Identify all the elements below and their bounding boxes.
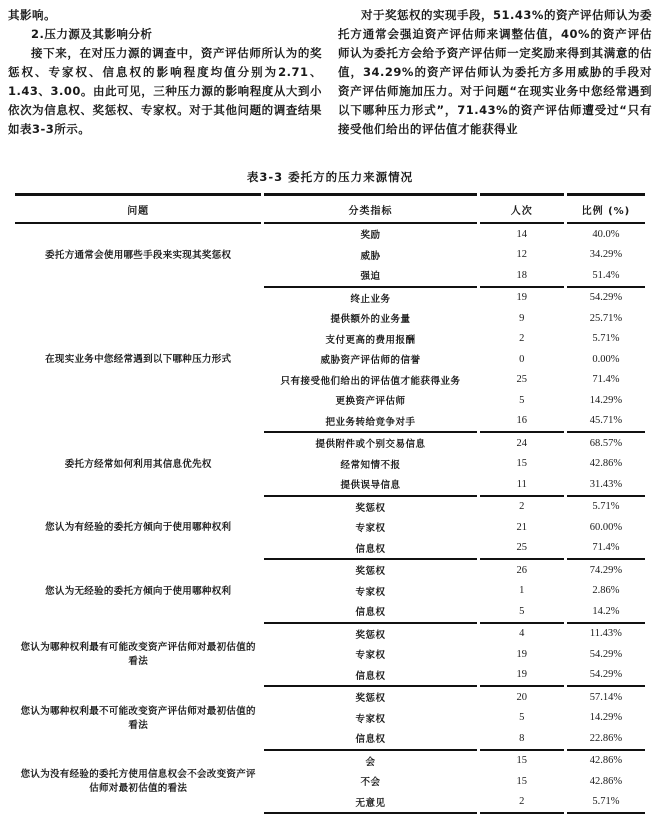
percent-cell: 5.71% (592, 333, 620, 345)
count-cell: 5 (519, 394, 525, 406)
section-heading: 2.压力源及其影响分析 (31, 27, 153, 41)
table-row (15, 497, 645, 518)
percent-cell: 14.29% (589, 394, 623, 406)
indicator-cell: 提供误导信息 (264, 474, 476, 497)
indicator-cell: 信息权 (264, 728, 476, 751)
count-cell: 25 (480, 538, 564, 561)
table-row (15, 224, 645, 245)
table-title: 表3-3 委托方的压力来源情况 (246, 170, 414, 184)
percent-cell: 2.86% (592, 585, 620, 597)
percent-cell: 31.43% (567, 474, 645, 497)
table-group-5 (15, 560, 645, 624)
question-cell: 您认为哪种权利最不可能改变资产评估师对最初估值的看法 (20, 705, 256, 731)
count-cell: 18 (480, 265, 564, 288)
indicator-cell: 信息权 (264, 665, 476, 688)
count-cell: 5 (480, 601, 564, 624)
count-cell: 8 (480, 728, 564, 751)
table-row (15, 288, 645, 309)
table-group-2 (15, 288, 645, 434)
percent-cell: 68.57% (589, 437, 623, 449)
percent-cell: 54.29% (567, 665, 645, 688)
question-cell: 委托方通常会使用哪些手段来实现其奖惩权 (45, 249, 232, 261)
percent-cell: 5.71% (592, 501, 620, 513)
count-cell: 11 (480, 474, 564, 497)
count-cell: 26 (516, 564, 528, 576)
count-cell: 12 (516, 249, 528, 261)
percent-cell: 40.0% (592, 228, 620, 240)
indicator-cell: 会 (365, 756, 376, 768)
count-cell: 19 (516, 648, 528, 660)
indicator-cell: 奖惩权 (355, 693, 386, 705)
percent-cell: 71.4% (567, 538, 645, 561)
body-text (8, 6, 652, 139)
count-cell: 16 (480, 411, 564, 434)
indicator-cell: 把业务转给竞争对手 (264, 411, 476, 434)
pressure-source-table (12, 193, 648, 814)
table-group-8 (15, 751, 645, 815)
left-column (8, 6, 322, 139)
question-cell: 在现实业务中您经常遇到以下哪种压力形式 (45, 354, 232, 366)
percent-cell: 42.86% (589, 755, 623, 767)
percent-cell: 42.86% (589, 775, 623, 787)
count-cell: 15 (516, 458, 528, 470)
right-paragraph: 对于奖惩权的实现手段，51.43%的资产评估师认为委托方通常会强迫资产评估师来调整估值，40%的资产评估师认为委托方会给予资产评估师一定奖励来得到其满意的估值，34.29%的资产评估师认为委托方多用威胁的手段对资产评估师施加压力。对于问题“在现实业务中您经常遇到以下哪种压力形式”，71.43%的资产评估师遭受过“只有接受他们给出的评估值才能获得业 (338, 8, 652, 136)
count-cell: 15 (516, 755, 528, 767)
question-cell: 您认为无经验的委托方倾向于使用哪种权利 (45, 585, 232, 597)
question-cell: 您认为有经验的委托方倾向于使用哪种权利 (45, 522, 232, 534)
percent-cell: 34.29% (589, 249, 623, 261)
percent-cell: 14.29% (589, 712, 623, 724)
count-cell: 21 (516, 521, 528, 533)
count-cell: 19 (480, 665, 564, 688)
percent-cell: 51.4% (567, 265, 645, 288)
indicator-cell: 专家权 (355, 713, 386, 725)
table-group-3 (15, 433, 645, 497)
table-header-row (15, 193, 645, 224)
indicator-cell: 专家权 (355, 586, 386, 598)
indicator-cell: 奖惩权 (355, 629, 386, 641)
header-question: 问题 (15, 193, 261, 224)
indicator-cell: 提供附件或个别交易信息 (315, 439, 426, 451)
indicator-cell: 提供额外的业务量 (330, 314, 411, 326)
percent-cell: 57.14% (589, 691, 623, 703)
percent-cell: 71.4% (592, 374, 620, 386)
count-cell: 14 (516, 228, 528, 240)
question-cell: 委托方经常如何利用其信息优先权 (64, 458, 212, 470)
indicator-cell: 信息权 (264, 601, 476, 624)
percent-cell: 74.29% (589, 564, 623, 576)
header-count: 人次 (480, 193, 564, 224)
indicator-cell: 奖惩权 (355, 502, 386, 514)
table-row (15, 624, 645, 645)
percent-cell: 11.43% (589, 628, 622, 640)
percent-cell: 60.00% (589, 521, 623, 533)
question-cell: 您认为没有经验的委托方使用信息权会不会改变资产评估师对最初估值的看法 (20, 769, 256, 795)
count-cell: 9 (519, 312, 525, 324)
table-row (15, 751, 645, 772)
count-cell: 2 (519, 333, 525, 345)
table-group-4 (15, 497, 645, 561)
percent-cell: 14.2% (567, 601, 645, 624)
count-cell: 15 (516, 775, 528, 787)
percent-cell: 25.71% (589, 312, 623, 324)
count-cell: 25 (516, 374, 528, 386)
percent-cell: 0.00% (592, 353, 620, 365)
indicator-cell: 专家权 (355, 523, 386, 535)
indicator-cell: 信息权 (264, 538, 476, 561)
header-indicator: 分类指标 (264, 193, 476, 224)
count-cell: 19 (516, 292, 528, 304)
indicator-cell: 更换资产评估师 (335, 396, 406, 408)
table-group-7 (15, 687, 645, 751)
indicator-cell: 无意见 (264, 792, 476, 815)
table-group-1 (15, 224, 645, 288)
percent-cell: 54.29% (589, 292, 623, 304)
percent-cell: 22.86% (567, 728, 645, 751)
question-cell: 您认为哪种权利最有可能改变资产评估师对最初估值的看法 (20, 642, 256, 668)
right-column (338, 6, 652, 139)
table-row (15, 433, 645, 454)
count-cell: 2 (519, 501, 525, 513)
indicator-cell: 专家权 (355, 650, 386, 662)
indicator-cell: 经常知情不报 (340, 459, 401, 471)
percent-cell: 45.71% (567, 411, 645, 434)
indicator-cell: 终止业务 (350, 293, 391, 305)
continuation-line: 其影响。 (8, 8, 56, 22)
indicator-cell: 奖励 (360, 230, 381, 242)
percent-cell: 5.71% (567, 792, 645, 815)
table-row (15, 560, 645, 581)
indicator-cell: 不会 (360, 777, 381, 789)
header-percent: 比例 (%) (567, 193, 645, 224)
count-cell: 5 (519, 712, 525, 724)
table-group-6 (15, 624, 645, 688)
indicator-cell: 强迫 (264, 265, 476, 288)
indicator-cell: 奖惩权 (355, 566, 386, 578)
table-row (15, 687, 645, 708)
indicator-cell: 只有接受他们给出的评估值才能获得业务 (280, 375, 461, 387)
percent-cell: 54.29% (589, 648, 623, 660)
count-cell: 4 (519, 628, 525, 640)
indicator-cell: 威胁 (360, 250, 381, 262)
left-paragraph: 接下来，在对压力源的调查中，资产评估师所认为的奖惩权、专家权、信息权的影响程度均值分别为2.71、1.43、3.00。由此可见，三种压力源的影响程度从大到小依次为信息权、奖惩权、专家权。对于其他问题的调查结果如表3-3所示。 (8, 46, 322, 136)
count-cell: 2 (480, 792, 564, 815)
count-cell: 0 (519, 353, 525, 365)
count-cell: 20 (516, 691, 528, 703)
count-cell: 1 (519, 585, 525, 597)
percent-cell: 42.86% (589, 458, 623, 470)
count-cell: 24 (516, 437, 528, 449)
indicator-cell: 支付更高的费用报酬 (325, 334, 416, 346)
indicator-cell: 威胁资产评估师的信誉 (320, 355, 421, 367)
